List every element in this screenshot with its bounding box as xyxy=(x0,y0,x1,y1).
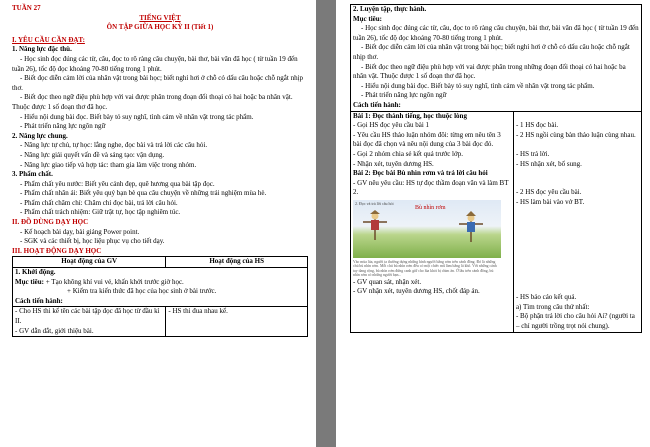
teacher-step: - Nhận xét, tuyên dương HS. xyxy=(353,159,434,168)
teacher-step: - Gọi 2 nhóm chia sẻ kết quả trước lớp. xyxy=(353,149,463,158)
goal-item: + Kiểm tra kiến thức đã học của học sinh ở bài trước. xyxy=(67,287,217,296)
paragraph: - Phẩm chất trách nhiệm: Giữ trật tự, học tập nghiêm túc. xyxy=(20,208,181,217)
teacher-step: - GV dẫn dắt, giới thiệu bài. xyxy=(15,326,94,335)
goal-item: - Biết đọc theo ngữ điệu phù hợp với vai được phân trong những đoạn đối thoại có hai hoặc ba nhân vật. Thuộc được 1 số đoạn thơ đã học. xyxy=(353,62,626,81)
student-step: - Bộ phận trả lời cho câu hỏi Ai? (người ta – chỉ người trồng trọt nói chung). xyxy=(515,312,635,331)
student-cell xyxy=(513,111,641,332)
paragraph: - Năng lực tự chủ, tự học: lắng nghe, đọc bài và trả lời các câu hỏi. xyxy=(20,141,208,150)
student-step: - HS nhận xét, bổ sung. xyxy=(515,159,582,168)
illustration-title: Bù nhìn rơm xyxy=(415,204,446,211)
header-student: Hoạt động của HS xyxy=(166,257,308,268)
paragraph: - Biết đọc diễn cảm lời của nhân vật trong bài học; biết nghỉ hơi ở chỗ có dấu câu hoặc chỗ ngắt nhịp thơ. xyxy=(12,74,304,92)
paragraph: - Kế hoạch bài dạy, bài giảng Power point. xyxy=(20,227,140,236)
goal-item: + Tạo không khí vui vẻ, khấn khởi trước giờ học. xyxy=(45,277,184,286)
goal-item: - Hiểu nội dung bài đọc. Biết bày tỏ suy nghĩ, tình cảm về nhân vật trong tác phẩm. xyxy=(361,81,595,90)
week-label: TUẦN 27 xyxy=(12,4,41,12)
paragraph: - Biết đọc theo ngữ điệu phù hợp với vai được phân trong đoạn đối thoại có hai hoặc ba nhân vật. Thuộc được 1 số đoạn thơ đã học. xyxy=(12,93,293,111)
procedure-label: Cách tiến hành: xyxy=(353,100,401,109)
section-3-title: III. HOẠT ĐỘNG DẠY HỌC xyxy=(12,246,102,255)
student-step: - 2 HS ngồi cùng bàn thảo luận cùng nhau. xyxy=(515,130,636,139)
student-step: - HS trả lời. xyxy=(515,149,550,158)
paragraph: - Phẩm chất yêu nước: Biết yêu cảnh đẹp, quê hương qua bài tập đọc. xyxy=(20,179,215,188)
teacher-step: - Cho HS thi kể tên các bài tập đọc đã học từ đầu kì II. xyxy=(15,307,160,325)
paragraph: - Phát triển năng lực ngôn ngữ xyxy=(20,122,106,131)
document-page-left xyxy=(0,0,316,447)
teacher-cell xyxy=(13,307,166,337)
document-page-right xyxy=(336,0,650,447)
procedure-label: Cách tiến hành: xyxy=(15,296,63,305)
student-step: a) Tìm trong câu thứ nhất: xyxy=(515,302,590,311)
activity-2-title: 2. Luyện tập, thực hành. xyxy=(353,5,427,13)
teacher-step: - Yêu cầu HS thảo luận nhóm đôi: từng em nêu tên 3 bài đọc đã chọn và nêu nội dung của 3 bài đọc đó. xyxy=(353,130,501,149)
paragraph: - Phẩm chất nhân ái: Biết yêu quý bạn bè qua câu chuyện về những trải nghiệm mùa hè. xyxy=(20,189,267,198)
activity-2-cell xyxy=(351,5,642,112)
activity-1-cell xyxy=(13,268,308,307)
subsection-1-2: 2. Năng lực chung. xyxy=(12,131,68,140)
subject-title: TIẾNG VIỆT xyxy=(139,13,181,22)
teacher-step: - GV quan sát, nhận xét. xyxy=(353,277,422,286)
teacher-step: - GV nhận xét, tuyên dương HS, chốt đáp án. xyxy=(353,287,480,296)
section-1-title: I. YÊU CẦU CẦN ĐẠT: xyxy=(12,35,85,44)
student-cell xyxy=(166,307,308,337)
activity-1-title: 1. Khởi động. xyxy=(15,268,56,277)
teacher-cell xyxy=(351,111,514,332)
teacher-step: - Gọi HS đọc yêu cầu bài 1 xyxy=(353,121,430,130)
activity-table-right xyxy=(350,4,642,333)
header-teacher: Hoạt động của GV xyxy=(13,257,166,268)
exercise-2-title: Bài 2: Đọc bài Bù nhìn rơm và trả lời câu hỏi xyxy=(353,169,488,178)
scarecrow-illustration xyxy=(353,200,501,258)
lesson-title: ÔN TẬP GIỮA HỌC KỲ II (Tiết 1) xyxy=(106,23,214,32)
goal-item: - Phát triển năng lực ngôn ngữ xyxy=(361,91,447,100)
paragraph: - Hiểu nội dung bài đọc. Biết bày tỏ suy nghĩ, tình cảm về nhân vật trong tác phẩm. xyxy=(20,112,254,121)
illustration-caption: 2. Đọc và trả lời câu hỏi xyxy=(355,200,394,206)
student-step: - HS báo cáo kết quả. xyxy=(515,293,577,302)
paragraph: - Phẩm chất chăm chỉ: Chăm chỉ đọc bài, trả lời câu hỏi. xyxy=(20,198,178,207)
student-step: - HS thi đua nhau kể. xyxy=(168,307,228,316)
goal-label: Mục tiêu: xyxy=(15,277,44,286)
paragraph: - Học sinh đọc đúng các từ, câu, đọc to rõ ràng câu chuyện, bài thơ, bài văn đã học ( từ tuần 19 đến tuần 26), tốc độ đọc khoảng 70-80 tiếng trong 1 phút. xyxy=(12,54,298,73)
goal-label: Mục tiêu: xyxy=(353,14,382,23)
paragraph: - Năng lực giải quyết vấn đề và sáng tạo: vận dụng. xyxy=(20,150,165,159)
scarecrow-icon xyxy=(353,210,501,250)
paragraph: - Năng lực giao tiếp và hợp tác: tham gia làm việc trong nhóm. xyxy=(20,160,197,169)
teacher-step: - GV nêu yêu cầu: HS tự đọc thầm đoạn văn và làm BT 2. xyxy=(353,178,509,197)
student-step: - 2 HS đọc yêu cầu bài. xyxy=(515,188,582,197)
student-step: - 1 HS đọc bài. xyxy=(515,121,559,130)
activity-table-left xyxy=(12,256,308,337)
subsection-1-1: 1. Năng lực đặc thù. xyxy=(12,45,72,54)
illustration-text: Vào mùa lúa, người ta thường dựng những hình người bằng rơm trên cánh đồng. Đó là những chú bù nhìn rơm. Mỗi chú bù nhìn rơm đều có một chiếc mũ làm bằng lá khô. Với những cánh tay dang rộng, bù nhìn rơm đứng canh giữ cho lúa khỏi bị chim ăn. Ở lâu trên cánh đồng, bù nhìn rơm có những người bạn... xyxy=(353,259,497,278)
goal-item: - Biết đọc diễn cảm lời của nhân vật trong bài học; biết nghỉ hơi ở chỗ có dấu câu hoặc chỗ ngắt nhịp thơ. xyxy=(353,43,630,61)
section-2-title: II. ĐỒ DÙNG DẠY HỌC xyxy=(12,218,89,227)
student-step: - HS làm bài vào vở BT. xyxy=(515,197,585,206)
paragraph: - SGK và các thiết bị, học liệu phục vụ cho tiết dạy. xyxy=(20,237,165,246)
exercise-1-title: Bài 1: Đọc thành tiếng, học thuộc lòng xyxy=(353,111,467,120)
goal-item: - Học sinh đọc đúng các từ, câu, đọc to rõ ràng câu chuyện, bài thơ, bài văn đã học ( từ tuần 19 đến tuần 26), tốc độ đọc khoảng 70-80 tiếng trong 1 phút. xyxy=(353,24,639,42)
subsection-1-3: 3. Phẩm chất. xyxy=(12,170,53,179)
